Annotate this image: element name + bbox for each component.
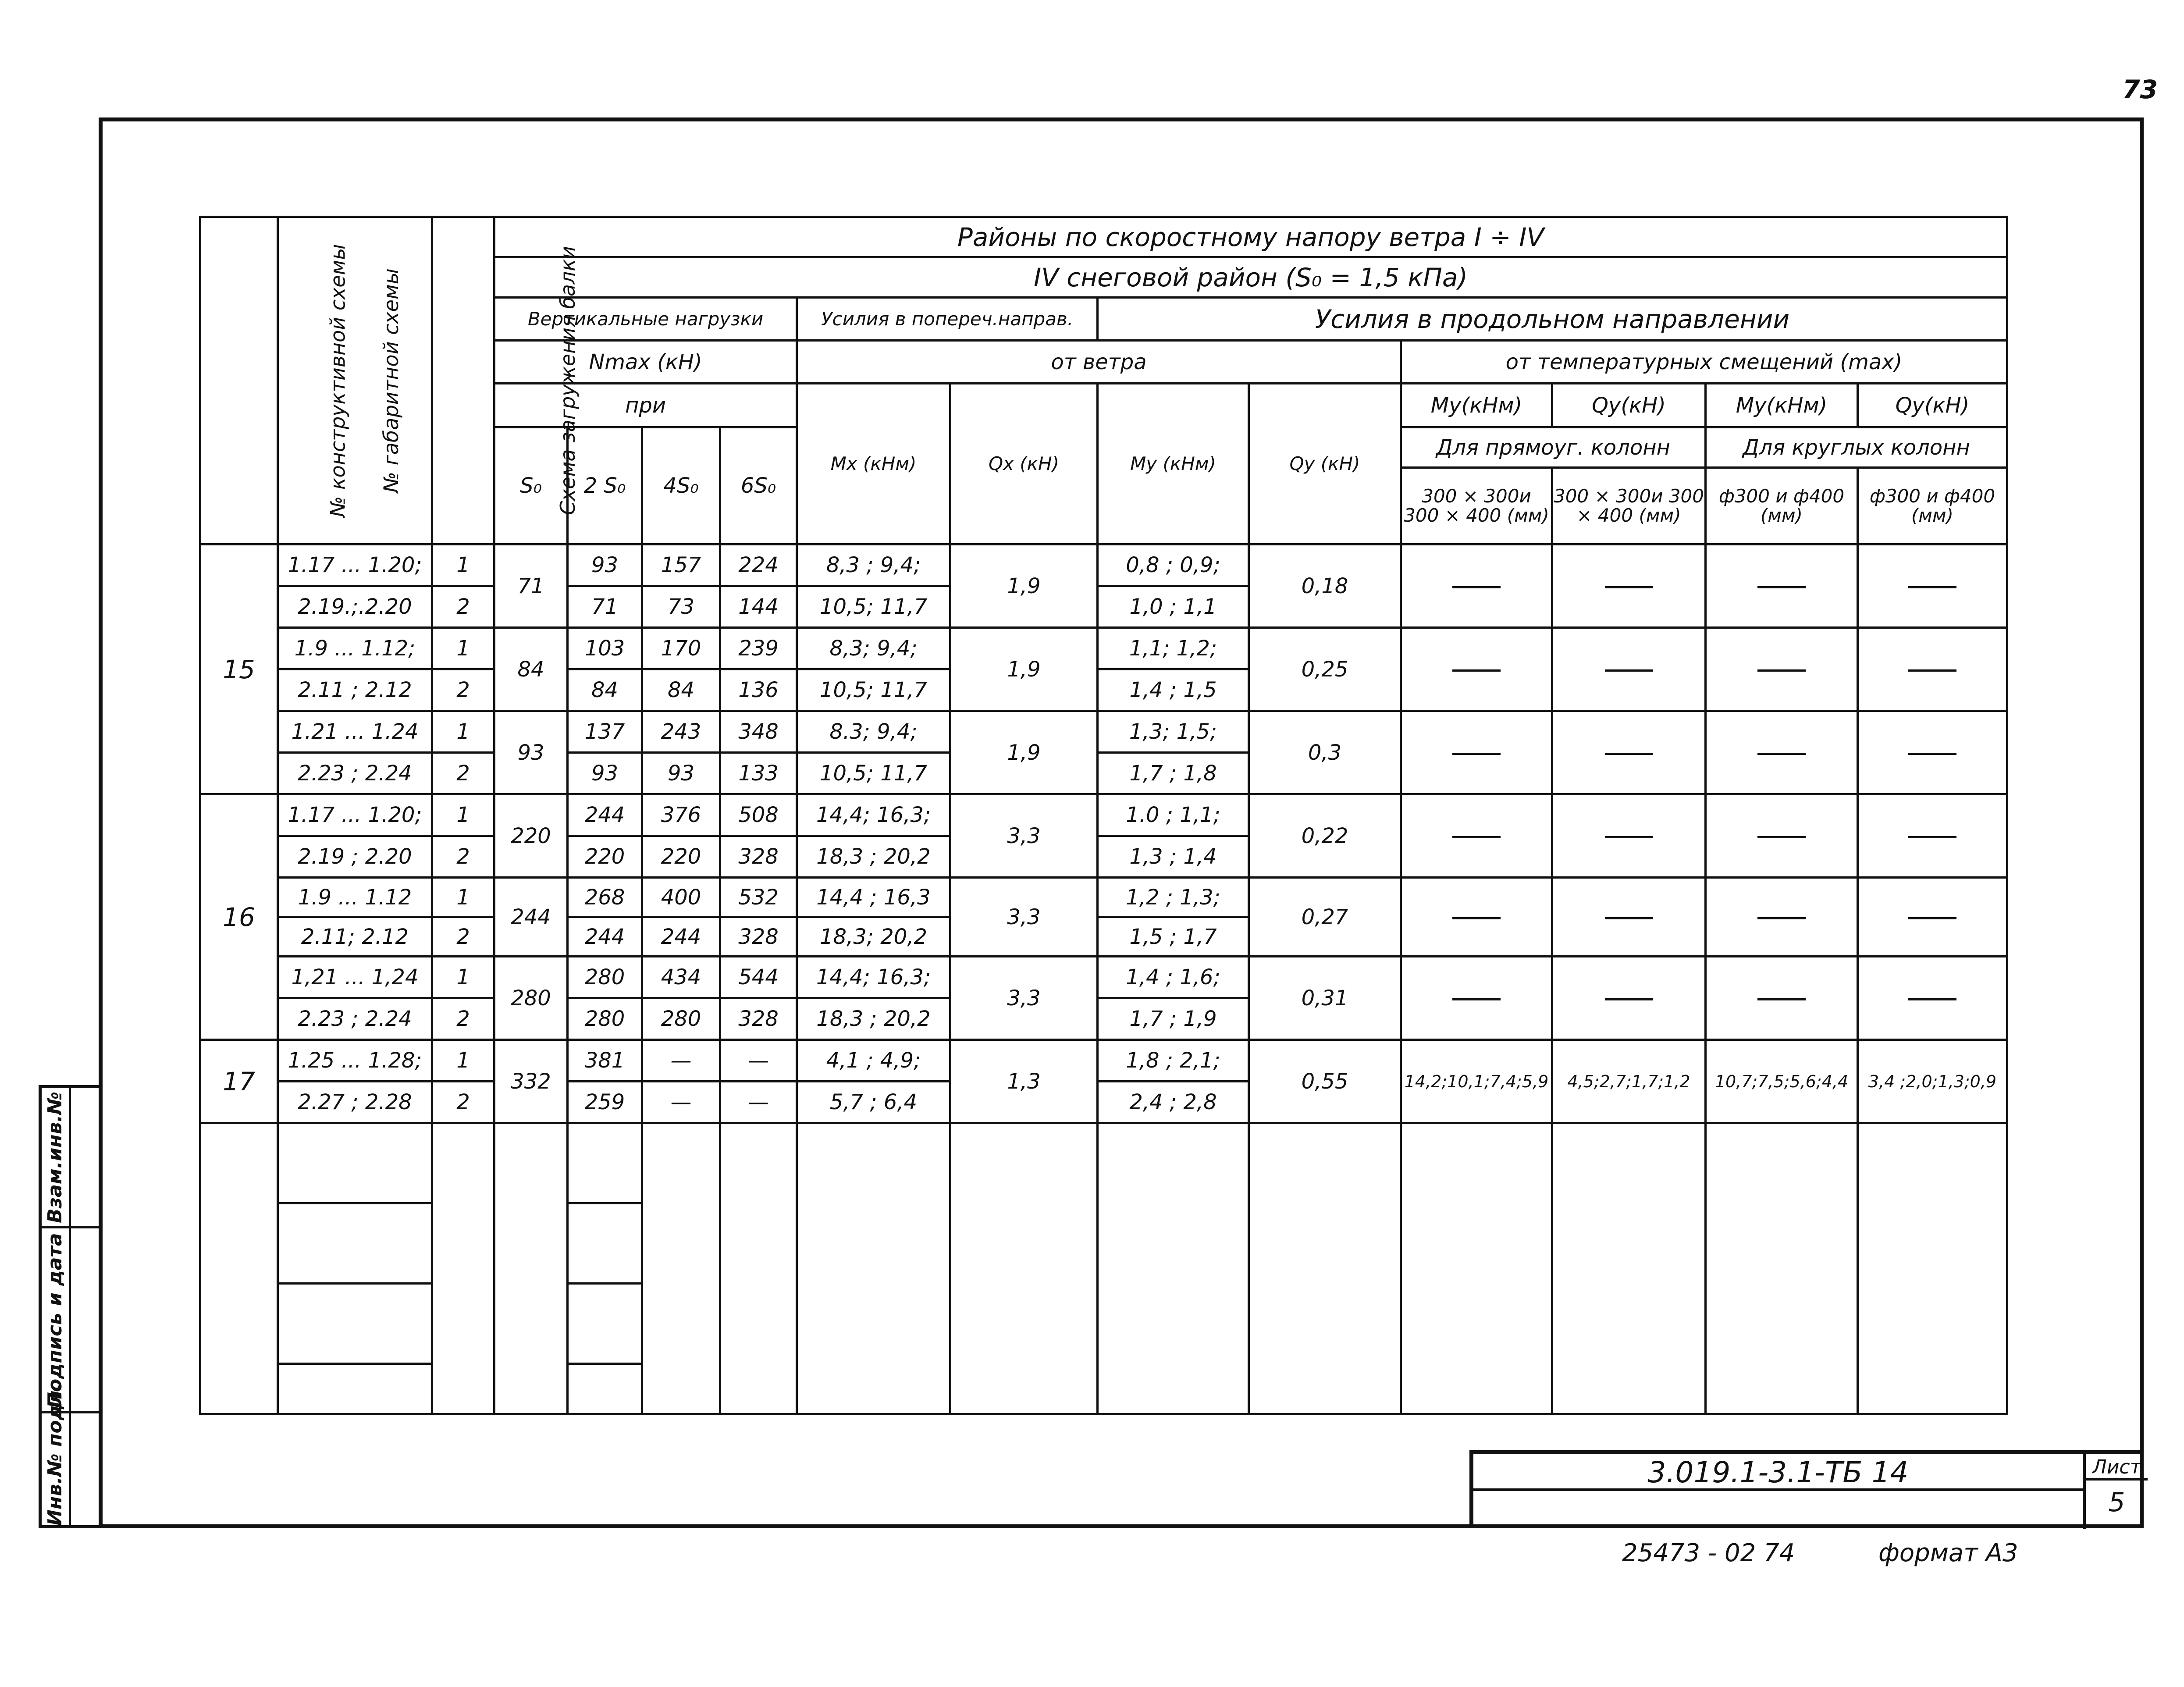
my-knm-round: My(кНм) [1706,384,1858,427]
mx-cell: 14,4 ; 16,3 [797,878,950,917]
load-case-cell: 2 [432,669,494,711]
spine-ref-inv-cell [42,1088,99,1228]
my-cell: 0,8 ; 0,9; [1098,545,1249,586]
qx-cell: 3,3 [950,794,1098,878]
empty-cell [1706,1123,1858,1414]
sheet-number: 5 [2108,1487,2125,1518]
col-loading-scheme: Схема загружения балки [432,217,494,545]
temp-force-cell [1706,628,1858,711]
nmax: Nmax (кН) [494,341,797,384]
empty-cell [278,1284,432,1364]
load-case-cell: 1 [432,711,494,753]
dash-mark [1757,917,1806,919]
empty-cell [568,1364,642,1414]
load-value-cell: — [720,1040,797,1082]
load-value-cell: 133 [720,753,797,794]
empty-cell [1552,1123,1706,1414]
rect-columns: Для прямоуг. колонн [1401,427,1706,468]
qx-header: Qx (кН) [950,384,1098,545]
table-row [200,1040,2007,1082]
temp-force-cell: 4,5;2,7;1,7;1,2 [1552,1040,1706,1123]
load-value-cell: 73 [642,586,720,628]
qy-cell: 0,55 [1249,1040,1401,1123]
dimensional-scheme-cell: 1.25 ... 1.28; [278,1040,432,1082]
mx-cell: 4,1 ; 4,9; [797,1040,950,1082]
mx-cell: 14,4; 16,3; [797,794,950,836]
empty-cell [720,1123,797,1414]
qx-cell: 1,9 [950,545,1098,628]
temp-force-cell [1706,878,1858,957]
longitudinal-forces: Усилия в продольном направлении [1098,298,2007,341]
temp-force-cell [1552,957,1706,1040]
sheet-label: Лист [2086,1454,2148,1481]
vertical-loads: Вертикальные нагрузки [494,298,797,341]
qy-header: Qy (кН) [1249,384,1401,545]
empty-cell [568,1203,642,1284]
archive-number: 25473 - 02 74 [1622,1539,1795,1567]
load-value-cell: 220 [642,836,720,878]
temp-force-cell [1858,711,2007,794]
load-value-cell: 348 [720,711,797,753]
dash-mark [1757,669,1806,672]
temp-force-cell [1858,878,2007,957]
dash-mark [1757,586,1806,588]
s0-cell: 280 [494,957,568,1040]
sheet-box [2083,1454,2148,1529]
col-constructive-scheme: № конструктивной схемы [200,217,278,545]
temp-force-cell [1858,794,2007,878]
s0-cell: 84 [494,628,568,711]
spine-sign-date: Подпись и дата [44,1233,66,1408]
dimensional-scheme-cell: 2.27 ; 2.28 [278,1082,432,1123]
load-value-cell: 144 [720,586,797,628]
my-cell: 1,7 ; 1,9 [1098,998,1249,1040]
empty-cell [1098,1123,1249,1414]
mx-cell: 10,5; 11,7 [797,669,950,711]
load-value-cell: 170 [642,628,720,669]
page-number: 73 [2122,75,2158,104]
my-knm-rect: My(кНм) [1401,384,1552,427]
load-value-cell: — [720,1082,797,1123]
table-row [200,545,2007,586]
empty-cell [278,1364,432,1414]
load-value-cell: 381 [568,1040,642,1082]
spine-inv-orig-cell [42,1383,99,1528]
temp-force-cell: 10,7;7,5;5,6;4,4 [1706,1040,1858,1123]
temp-force-cell [1858,957,2007,1040]
qx-cell: 3,3 [950,878,1098,957]
load-value-cell: 157 [642,545,720,586]
load-case-cell: 1 [432,878,494,917]
my-cell: 1,7 ; 1,8 [1098,753,1249,794]
mx-cell: 18,3 ; 20,2 [797,836,950,878]
dimensional-scheme-cell: 2.23 ; 2.24 [278,998,432,1040]
loads-table [199,216,2008,1415]
dash-mark [1452,586,1501,588]
load-value-cell: — [642,1082,720,1123]
empty-cell [432,1123,494,1414]
temp-force-cell: 3,4 ;2,0;1,3;0,9 [1858,1040,2007,1123]
load-value-cell: 136 [720,669,797,711]
temp-force-cell: 14,2;10,1;7,4;5,9 [1401,1040,1552,1123]
2s0-header: 2 S₀ [568,427,642,545]
dimensional-scheme-cell: 2.11; 2.12 [278,917,432,957]
my-cell: 1,4 ; 1,6; [1098,957,1249,998]
dash-mark [1605,917,1653,919]
temp-force-cell [1552,711,1706,794]
my-cell: 1,4 ; 1,5 [1098,669,1249,711]
my-cell: 1,3; 1,5; [1098,711,1249,753]
load-value-cell: 259 [568,1082,642,1123]
from-temp: от температурных смещений (max) [1401,341,2007,384]
load-value-cell: 544 [720,957,797,998]
load-value-cell: 328 [720,998,797,1040]
table-row [200,794,2007,836]
empty-cell [200,1123,278,1414]
dash-mark [1452,917,1501,919]
qx-cell: 3,3 [950,957,1098,1040]
load-case-cell: 2 [432,998,494,1040]
mx-cell: 8,3 ; 9,4; [797,545,950,586]
load-case-cell: 1 [432,628,494,669]
load-value-cell: — [642,1040,720,1082]
my-header: My (кНм) [1098,384,1249,545]
my-cell: 1,5 ; 1,7 [1098,917,1249,957]
dash-mark [1757,836,1806,838]
from-wind: от ветра [797,341,1401,384]
qy-cell: 0,22 [1249,794,1401,878]
round-size-b: ф300 и ф400 (мм) [1858,468,2007,545]
dash-mark [1452,753,1501,755]
load-value-cell: 243 [642,711,720,753]
load-case-cell: 1 [432,794,494,836]
dimensional-scheme-cell: 2.23 ; 2.24 [278,753,432,794]
load-value-cell: 103 [568,628,642,669]
dash-mark [1908,836,1956,838]
empty-cell [494,1123,568,1414]
spine-ref-inv: Взам.инв.№ [44,1091,66,1223]
rect-size-a: 300 × 300и 300 × 400 (мм) [1401,468,1552,545]
load-value-cell: 280 [642,998,720,1040]
table-row [200,711,2007,753]
dash-mark [1605,836,1653,838]
dash-mark [1452,998,1501,1000]
s0-cell: 332 [494,1040,568,1123]
mx-header: Mx (кНм) [797,384,950,545]
load-value-cell: 93 [568,753,642,794]
load-value-cell: 328 [720,836,797,878]
dimensional-scheme-cell: 1,21 ... 1,24 [278,957,432,998]
round-size-a: ф300 и ф400 (мм) [1706,468,1858,545]
qy-cell: 0,25 [1249,628,1401,711]
temp-force-cell [1401,957,1552,1040]
dimensional-scheme-cell: 1.9 ... 1.12; [278,628,432,669]
load-value-cell: 244 [642,917,720,957]
mx-cell: 8,3; 9,4; [797,628,950,669]
wind-title: Районы по скоростному напору ветра I ÷ IV [494,217,2007,257]
load-value-cell: 328 [720,917,797,957]
load-case-cell: 2 [432,917,494,957]
empty-cell [1249,1123,1401,1414]
load-case-cell: 1 [432,1040,494,1082]
temp-force-cell [1401,711,1552,794]
qy-cell: 0,18 [1249,545,1401,628]
dash-mark [1605,586,1653,588]
temp-force-cell [1401,545,1552,628]
load-value-cell: 84 [568,669,642,711]
my-cell: 1,0 ; 1,1 [1098,586,1249,628]
load-case-cell: 2 [432,836,494,878]
empty-cell [568,1284,642,1364]
dash-mark [1757,753,1806,755]
load-value-cell: 244 [568,917,642,957]
mx-cell: 5,7 ; 6,4 [797,1082,950,1123]
transverse-forces: Усилия в попереч.направ. [797,298,1098,341]
dash-mark [1605,753,1653,755]
table-row [200,878,2007,917]
dash-mark [1452,669,1501,672]
temp-force-cell [1858,628,2007,711]
qy-cell: 0,27 [1249,878,1401,957]
temp-force-cell [1706,711,1858,794]
load-case-cell: 2 [432,1082,494,1123]
temp-force-cell [1858,545,2007,628]
s0-cell: 93 [494,711,568,794]
dimensional-scheme-cell: 1.17 ... 1.20; [278,545,432,586]
dash-mark [1452,836,1501,838]
empty-cell [1858,1123,2007,1414]
temp-force-cell [1706,794,1858,878]
load-value-cell: 239 [720,628,797,669]
empty-cell [797,1123,950,1414]
load-value-cell: 400 [642,878,720,917]
snow-title: IV снеговой район (S₀ = 1,5 кПа) [494,257,2007,298]
dimensional-scheme-cell: 2.19.;.2.20 [278,586,432,628]
load-case-cell: 1 [432,545,494,586]
qx-cell: 1,3 [950,1040,1098,1123]
load-case-cell: 1 [432,957,494,998]
temp-force-cell [1552,794,1706,878]
my-cell: 1,8 ; 2,1; [1098,1040,1249,1082]
dash-mark [1908,753,1956,755]
temp-force-cell [1401,794,1552,878]
temp-force-cell [1401,878,1552,957]
document-code: 3.019.1-3.1-ТБ 14 [1473,1454,2083,1491]
my-cell: 1.0 ; 1,1; [1098,794,1249,836]
load-value-cell: 280 [568,957,642,998]
load-value-cell: 268 [568,878,642,917]
dimensional-scheme-cell: 1.9 ... 1.12 [278,878,432,917]
s0-cell: 244 [494,878,568,957]
s0-cell: 71 [494,545,568,628]
load-case-cell: 2 [432,753,494,794]
load-value-cell: 434 [642,957,720,998]
empty-cell [1401,1123,1552,1414]
qy-kn-round: Qy(кН) [1858,384,2007,427]
load-value-cell: 532 [720,878,797,917]
6s0-header: 6S₀ [720,427,797,545]
my-cell: 1,3 ; 1,4 [1098,836,1249,878]
mx-cell: 10,5; 11,7 [797,753,950,794]
load-value-cell: 93 [568,545,642,586]
mx-cell: 10,5; 11,7 [797,586,950,628]
my-cell: 1,1; 1,2; [1098,628,1249,669]
4s0-header: 4S₀ [642,427,720,545]
empty-cell [568,1123,642,1203]
constructive-scheme-cell: 17 [200,1040,278,1123]
temp-force-cell [1706,957,1858,1040]
title-block [1469,1450,2144,1528]
empty-cell [642,1123,720,1414]
load-value-cell: 280 [568,998,642,1040]
mx-cell: 18,3; 20,2 [797,917,950,957]
dash-mark [1908,586,1956,588]
load-value-cell: 137 [568,711,642,753]
dash-mark [1605,998,1653,1000]
s0-cell: 220 [494,794,568,878]
temp-force-cell [1552,878,1706,957]
my-cell: 2,4 ; 2,8 [1098,1082,1249,1123]
col-dimensional-scheme: № габаритной схемы [278,217,432,545]
qx-cell: 1,9 [950,711,1098,794]
dimensional-scheme-cell: 1.21 ... 1.24 [278,711,432,753]
load-value-cell: 508 [720,794,797,836]
paper-format: формат А3 [1878,1539,2018,1567]
load-value-cell: 71 [568,586,642,628]
dash-mark [1908,998,1956,1000]
mx-cell: 18,3 ; 20,2 [797,998,950,1040]
temp-force-cell [1401,628,1552,711]
dash-mark [1908,669,1956,672]
empty-cell [950,1123,1098,1414]
load-value-cell: 93 [642,753,720,794]
margin-stamp [39,1085,99,1528]
load-value-cell: 84 [642,669,720,711]
dimensional-scheme-cell: 2.19 ; 2.20 [278,836,432,878]
qy-kn-rect: Qy(кН) [1552,384,1706,427]
spine-inv-orig: Инв.№ подл. [44,1383,66,1526]
table-row [200,957,2007,998]
dimensional-scheme-cell: 1.17 ... 1.20; [278,794,432,836]
table-row [200,628,2007,669]
temp-force-cell [1552,545,1706,628]
round-columns: Для круглых колонн [1706,427,2007,468]
load-value-cell: 224 [720,545,797,586]
pri: при [494,384,797,427]
dimensional-scheme-cell: 2.11 ; 2.12 [278,669,432,711]
dash-mark [1757,998,1806,1000]
load-value-cell: 220 [568,836,642,878]
qy-cell: 0,31 [1249,957,1401,1040]
load-value-cell: 244 [568,794,642,836]
qx-cell: 1,9 [950,628,1098,711]
temp-force-cell [1706,545,1858,628]
temp-force-cell [1552,628,1706,711]
dash-mark [1908,917,1956,919]
constructive-scheme-cell: 15 [200,545,278,794]
qy-cell: 0,3 [1249,711,1401,794]
mx-cell: 8.3; 9,4; [797,711,950,753]
load-case-cell: 2 [432,586,494,628]
constructive-scheme-cell: 16 [200,794,278,1040]
empty-cell [278,1203,432,1284]
rect-size-b: 300 × 300и 300 × 400 (мм) [1552,468,1706,545]
s0-header: S₀ [494,427,568,545]
load-value-cell: 376 [642,794,720,836]
my-cell: 1,2 ; 1,3; [1098,878,1249,917]
dash-mark [1605,669,1653,672]
empty-cell [278,1123,432,1203]
mx-cell: 14,4; 16,3; [797,957,950,998]
